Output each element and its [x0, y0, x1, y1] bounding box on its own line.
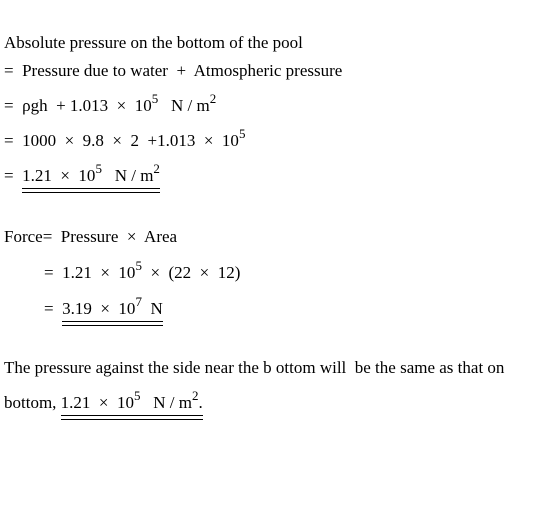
expression: 1.21 × 10	[22, 166, 96, 185]
force-line-2	[44, 294, 163, 320]
unit-exponent: 2	[153, 161, 160, 176]
exponent: 5	[95, 161, 102, 176]
force-line-1	[44, 258, 241, 284]
unit: N / m	[101, 166, 154, 185]
expression: 1.21 × 10	[60, 393, 135, 412]
equals-sign: =	[4, 96, 23, 115]
unit: N / m	[140, 393, 192, 412]
expression-rest: × (22 × 12)	[141, 263, 241, 282]
exponent: 5	[151, 91, 159, 106]
exponent: 7	[135, 294, 142, 309]
side-pressure-line-2	[4, 388, 203, 414]
exponent: 5	[238, 126, 246, 141]
prefix: bottom,	[4, 393, 61, 412]
exponent: 5	[134, 388, 141, 403]
expression: ρgh + 1.013 × 10	[22, 96, 152, 115]
equation-line-4	[4, 161, 160, 187]
unit-exponent: 2	[209, 91, 217, 106]
equals-sign: =	[44, 299, 63, 318]
unit: N	[141, 299, 163, 318]
final-pressure-answer	[22, 161, 160, 187]
unit: N / m	[158, 96, 210, 115]
equals-sign: =	[4, 166, 23, 185]
expression: 3.19 × 10	[62, 299, 136, 318]
unit-exponent: 2	[192, 388, 199, 403]
side-pressure-answer	[60, 388, 203, 414]
final-force-answer	[62, 294, 163, 320]
exponent: 5	[135, 258, 142, 273]
equation-line-2	[4, 91, 217, 117]
period: .	[198, 393, 203, 412]
equation-line-3	[4, 126, 246, 152]
force-heading: Force= Pressure × Area	[4, 227, 178, 246]
side-pressure-line-1: The pressure against the side near the b ottom will be the same as that on	[4, 358, 505, 377]
expression: = 1000 × 9.8 × 2 +1.013 × 10	[4, 131, 239, 150]
equation-line-1: = Pressure due to water + Atmospheric pressure	[4, 61, 343, 80]
expression: = 1.21 × 10	[44, 263, 136, 282]
heading: Absolute pressure on the bottom of the pool	[4, 33, 303, 52]
